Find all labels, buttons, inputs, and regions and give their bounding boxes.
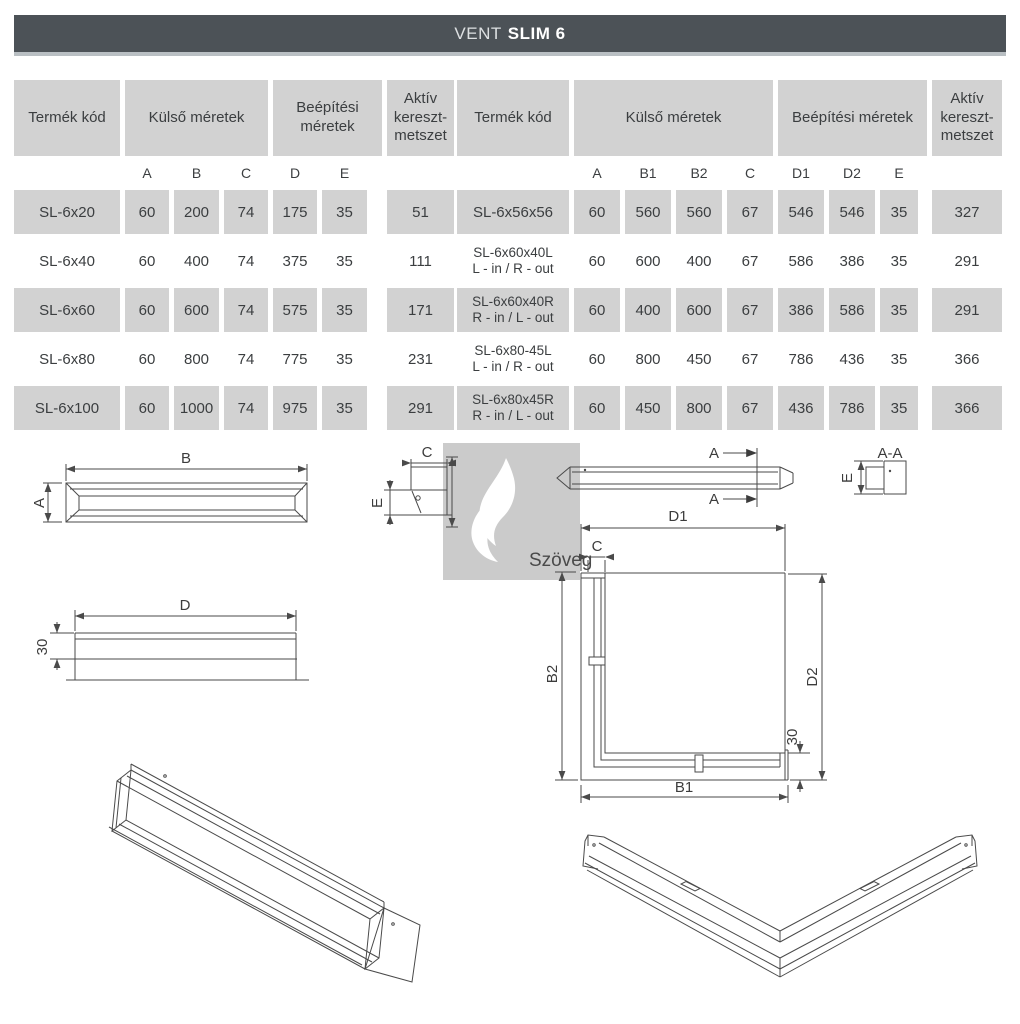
table-row <box>14 239 454 283</box>
subheader-b: B <box>174 161 219 185</box>
plan-view-drawing <box>557 445 793 508</box>
cell-c: 67 <box>727 288 773 332</box>
cell-d1: 786 <box>778 337 824 381</box>
cell-b1: 600 <box>625 239 671 283</box>
cell-code: SL-6x40 <box>14 239 120 283</box>
cell-b: 600 <box>174 288 219 332</box>
cell-b: 200 <box>174 190 219 234</box>
header-outer-dimensions: Külső méretek <box>574 80 773 156</box>
watermark-text: Szöveg <box>529 550 593 571</box>
cell-c: 67 <box>727 239 773 283</box>
front-view-drawing <box>31 450 307 522</box>
cell-active: 291 <box>932 288 1002 332</box>
subheader-empty <box>457 161 569 185</box>
cell-e: 35 <box>322 337 367 381</box>
cell-c: 67 <box>727 386 773 430</box>
cell-d: 375 <box>273 239 317 283</box>
subheader-a: A <box>125 161 169 185</box>
cell-c: 67 <box>727 190 773 234</box>
cell-b: 800 <box>174 337 219 381</box>
cell-active: 231 <box>387 337 454 381</box>
cell-code: SL-6x100 <box>14 386 120 430</box>
cell-a: 60 <box>125 386 169 430</box>
cell-b1: 400 <box>625 288 671 332</box>
cell-d1: 386 <box>778 288 824 332</box>
title-regular: VENT <box>454 23 502 43</box>
spec-table-corner <box>452 75 1007 435</box>
header-outer-dimensions: Külső méretek <box>125 80 268 156</box>
cell-code: SL-6x20 <box>14 190 120 234</box>
cell-c: 67 <box>727 337 773 381</box>
cell-d2: 786 <box>829 386 875 430</box>
dim-label-b2: B2 <box>544 664 561 684</box>
section-aa-drawing <box>839 445 906 494</box>
subheader-empty <box>387 161 454 185</box>
dim-label-30-corner: 30 <box>784 728 801 746</box>
cell-code: SL-6x60 <box>14 288 120 332</box>
cell-a: 60 <box>574 386 620 430</box>
header-product-code: Termék kód <box>14 80 120 156</box>
cell-code: SL-6x60x40R R - in / L - out <box>457 288 569 332</box>
subheader-d1: D1 <box>778 161 824 185</box>
subheader-e: E <box>880 161 918 185</box>
cell-a: 60 <box>574 239 620 283</box>
section-label-a-top: A <box>708 445 720 462</box>
subheader-empty <box>932 161 1002 185</box>
cell-e: 35 <box>322 239 367 283</box>
subheader-d2: D2 <box>829 161 875 185</box>
cell-code: SL-6x60x40L L - in / R - out <box>457 239 569 283</box>
dim-label-b1: B1 <box>674 779 694 796</box>
cell-a: 60 <box>574 190 620 234</box>
table-row <box>457 288 1002 332</box>
cell-b2: 450 <box>676 337 722 381</box>
section-aa-title: A-A <box>877 445 903 462</box>
header-install-dimensions: Beépítési méretek <box>273 80 382 156</box>
cell-b1: 450 <box>625 386 671 430</box>
cell-active: 366 <box>932 337 1002 381</box>
cell-d2: 546 <box>829 190 875 234</box>
cell-e: 35 <box>880 337 918 381</box>
iso-corner-drawing <box>583 835 977 977</box>
cell-b2: 400 <box>676 239 722 283</box>
cell-e: 35 <box>880 288 918 332</box>
cell-d: 975 <box>273 386 317 430</box>
table-row <box>457 386 1002 430</box>
table-row <box>14 190 454 234</box>
dim-label-d2: D2 <box>804 667 821 687</box>
opening-view-drawing <box>34 597 309 680</box>
dim-label-e-aa: E <box>839 472 856 484</box>
cell-a: 60 <box>574 288 620 332</box>
cell-b: 1000 <box>174 386 219 430</box>
cell-b2: 560 <box>676 190 722 234</box>
cell-e: 35 <box>880 190 918 234</box>
cell-active: 171 <box>387 288 454 332</box>
cell-code: SL-6x80x45R R - in / L - out <box>457 386 569 430</box>
cell-code: SL-6x80 <box>14 337 120 381</box>
cell-d1: 546 <box>778 190 824 234</box>
cell-d: 175 <box>273 190 317 234</box>
dim-label-a: A <box>31 497 48 509</box>
cell-a: 60 <box>574 337 620 381</box>
subheader-e: E <box>322 161 367 185</box>
cell-active: 291 <box>932 239 1002 283</box>
table-row <box>14 337 454 381</box>
dim-label-d1: D1 <box>668 508 688 525</box>
cell-code: SL-6x80-45L L - in / R - out <box>457 337 569 381</box>
table-row <box>457 190 1002 234</box>
cell-c: 74 <box>224 288 268 332</box>
cell-active: 51 <box>387 190 454 234</box>
subheader-empty <box>14 161 120 185</box>
dim-label-b: B <box>180 450 192 467</box>
cell-active: 111 <box>387 239 454 283</box>
dim-label-e: E <box>369 497 386 509</box>
cell-active: 291 <box>387 386 454 430</box>
title-bold: SLIM 6 <box>507 23 566 43</box>
cell-e: 35 <box>322 386 367 430</box>
dim-label-c-corner: C <box>591 538 603 555</box>
cell-e: 35 <box>880 386 918 430</box>
cell-d: 575 <box>273 288 317 332</box>
table-row <box>14 386 454 430</box>
table-row <box>457 239 1002 283</box>
cell-b2: 600 <box>676 288 722 332</box>
cell-e: 35 <box>322 288 367 332</box>
header-active-cross-section: Aktív kereszt-metszet <box>932 80 1002 156</box>
cell-c: 74 <box>224 190 268 234</box>
cell-d1: 436 <box>778 386 824 430</box>
cell-c: 74 <box>224 239 268 283</box>
cell-e: 35 <box>322 190 367 234</box>
subheader-c: C <box>727 161 773 185</box>
cell-e: 35 <box>880 239 918 283</box>
header-active-cross-section: Aktív kereszt-metszet <box>387 80 454 156</box>
cell-a: 60 <box>125 239 169 283</box>
subheader-b2: B2 <box>676 161 722 185</box>
cell-active: 366 <box>932 386 1002 430</box>
table-row <box>14 288 454 332</box>
subheader-d: D <box>273 161 317 185</box>
header-product-code: Termék kód <box>457 80 569 156</box>
cell-c: 74 <box>224 337 268 381</box>
cell-a: 60 <box>125 190 169 234</box>
header-install-dimensions: Beépítési méretek <box>778 80 927 156</box>
dim-label-30: 30 <box>34 638 51 656</box>
title-bar-shadow <box>14 52 1006 56</box>
table-row <box>457 337 1002 381</box>
cell-b1: 560 <box>625 190 671 234</box>
cell-d2: 586 <box>829 288 875 332</box>
cell-code: SL-6x56x56 <box>457 190 569 234</box>
cell-a: 60 <box>125 337 169 381</box>
section-label-a-bottom: A <box>708 491 720 508</box>
cell-d2: 386 <box>829 239 875 283</box>
cell-a: 60 <box>125 288 169 332</box>
cell-d2: 436 <box>829 337 875 381</box>
subheader-a: A <box>574 161 620 185</box>
subheader-b1: B1 <box>625 161 671 185</box>
subheader-c: C <box>224 161 268 185</box>
cell-c: 74 <box>224 386 268 430</box>
dim-label-d: D <box>179 597 191 614</box>
cell-d1: 586 <box>778 239 824 283</box>
iso-straight-drawing <box>109 764 420 982</box>
cell-b1: 800 <box>625 337 671 381</box>
cell-b: 400 <box>174 239 219 283</box>
cell-b2: 800 <box>676 386 722 430</box>
dim-label-c: C <box>421 444 433 461</box>
title-bar <box>14 15 1006 52</box>
cell-active: 327 <box>932 190 1002 234</box>
spec-table-straight <box>9 75 459 435</box>
cell-d: 775 <box>273 337 317 381</box>
